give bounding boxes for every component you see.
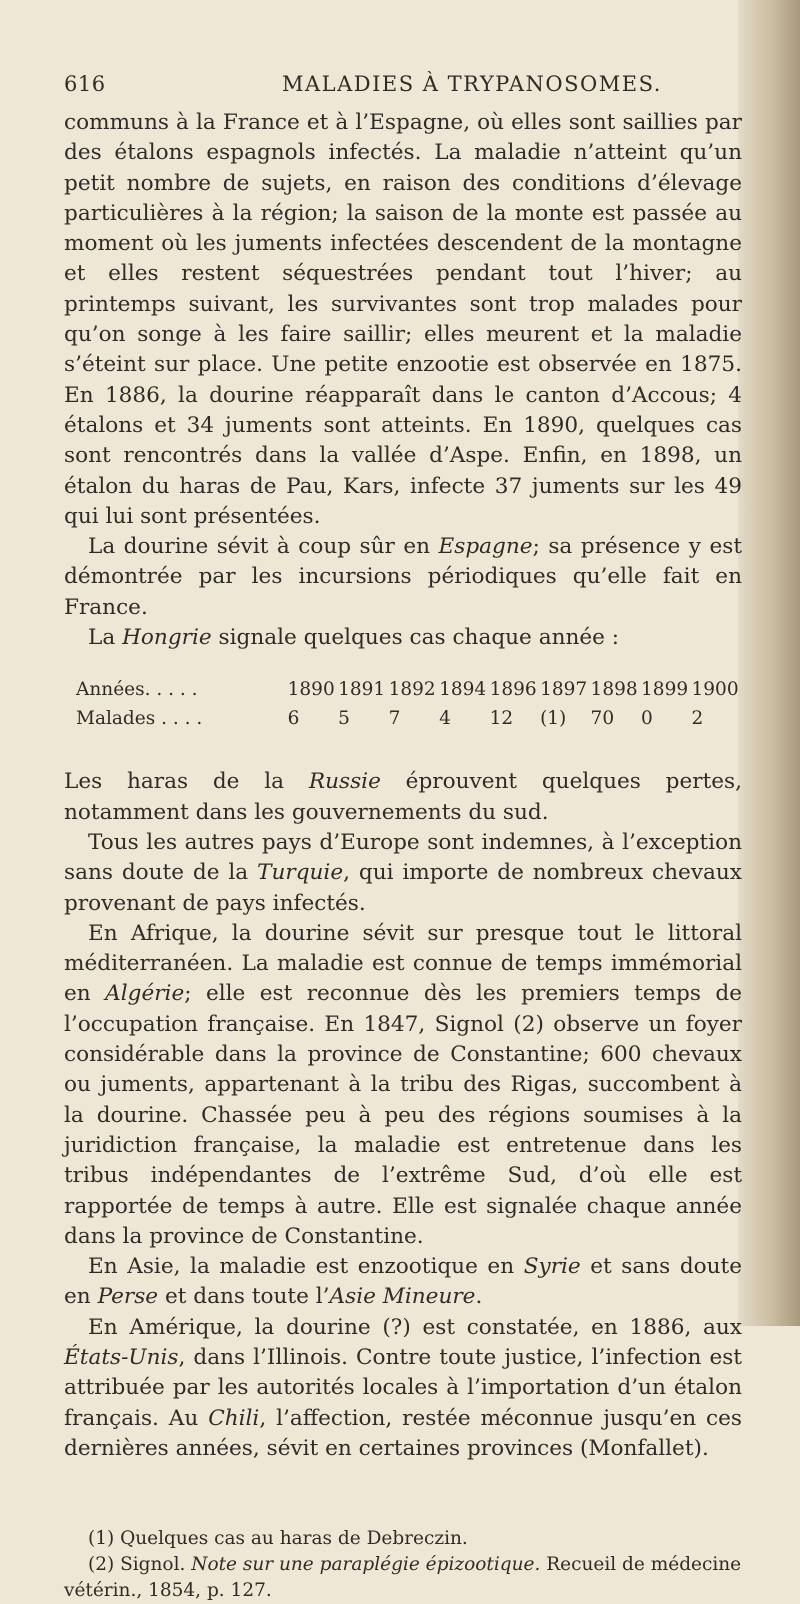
year-cell: 1897 <box>540 679 588 701</box>
years-row <box>64 675 742 704</box>
place-name: Algérie <box>105 981 185 1007</box>
running-title: MALADIES À TRYPANOSOMES. <box>282 72 662 96</box>
paragraph-hongrie <box>64 623 742 653</box>
cases-cell: (1) <box>540 708 567 730</box>
page-number: 616 <box>64 72 106 96</box>
paragraph-amerique <box>64 1313 742 1464</box>
paragraph-asie <box>64 1252 742 1313</box>
place-name: Perse <box>97 1284 159 1310</box>
paragraph-afrique <box>64 919 742 1252</box>
cases-row-label: Malades . . . . <box>76 708 203 730</box>
text-run: En Amérique, la dourine (?) est constatée, en 1886, aux <box>88 1314 742 1340</box>
year-cell: 1898 <box>590 679 638 701</box>
cases-cell: 6 <box>287 708 300 730</box>
place-name: Chili <box>208 1405 260 1431</box>
place-name: Russie <box>308 769 381 795</box>
text-run: En Asie, la maladie est enzootique en <box>88 1254 524 1280</box>
body-text-continued <box>52 767 742 1464</box>
text-run: Les haras de la <box>64 769 309 795</box>
text-run: signale quelques cas chaque année : <box>211 625 620 651</box>
cases-cell: 0 <box>641 708 653 730</box>
page-edge-shadow <box>738 0 800 1326</box>
paragraph-turquie <box>64 828 742 919</box>
text-run: , dans l’Illinois. Contre toute justice, l’infection est attribuée par les autorités locales à l’importation d’un étalon français. Au <box>64 1344 742 1431</box>
cases-row <box>64 704 742 733</box>
year-cell: 1890 <box>287 679 335 701</box>
cases-cell: 2 <box>691 708 704 730</box>
cases-cell: 5 <box>338 708 350 730</box>
paragraph-russie <box>64 767 742 828</box>
years-row-label: Années. . . . . <box>76 679 198 701</box>
footnotes <box>52 1526 742 1604</box>
cases-cell: 4 <box>439 708 451 730</box>
text-run: et sans doute en <box>64 1254 743 1310</box>
year-cell: 1896 <box>489 679 537 701</box>
text-run: éprouvent quelques pertes, notamment dans les gouvernements du sud. <box>64 769 742 825</box>
year-cell: 1900 <box>691 679 739 701</box>
text-run: . <box>475 1284 483 1310</box>
year-cell: 1892 <box>388 679 436 701</box>
text-run: La dourine sévit à coup sûr en <box>88 534 439 560</box>
text-run: Tous les autres pays d’Europe sont indemnes, à l’exception sans doute de la <box>64 829 742 886</box>
body-text <box>52 108 742 653</box>
text-run: En Afrique, la dourine sévit sur presque tout le littoral méditerranéen. La maladie est connue de temps immémorial en <box>64 920 742 1007</box>
text-run: ; sa présence y est démontrée par les incursions périodiques qu’elle fait en France. <box>64 534 742 620</box>
footnote-2 <box>64 1552 742 1604</box>
paragraph-espagne <box>64 532 742 623</box>
footnote-1: (1) Quelques cas au haras de Debreczin. <box>88 1528 468 1550</box>
text-run: (2) Signol. <box>88 1554 192 1576</box>
text-run: , l’affection, restée méconnue jusqu’en ces dernières années, sévit en certaines provinces (Monfallet). <box>64 1405 742 1461</box>
place-name: Asie Mineure <box>329 1284 476 1310</box>
text-run: Recueil de médecine vétérin., 1854, p. 127. <box>64 1554 742 1602</box>
place-name: Turquie <box>257 860 344 886</box>
cases-cell: 70 <box>590 708 615 730</box>
book-page <box>52 68 742 1604</box>
place-name: Espagne <box>438 534 533 560</box>
hongrie-statistics-table <box>64 675 742 733</box>
cases-cell: 12 <box>489 708 514 730</box>
text-run: , qui importe de nombreux chevaux provenant de pays infectés. <box>64 860 742 916</box>
place-name: Syrie <box>523 1254 581 1280</box>
cases-cell: 7 <box>388 708 401 730</box>
work-title: Note sur une paraplégie épizootique. <box>191 1554 541 1576</box>
place-name: Hongrie <box>122 625 212 651</box>
year-cell: 1894 <box>439 679 487 701</box>
running-header <box>52 68 742 102</box>
text-run: ; elle est reconnue dès les premiers temps de l’occupation française. En 1847, Signol (2) observe un foyer considérable dans la province de Constantine; 600 chevaux ou juments, appartenant à la tribu des Rigas, succombent à la dourine. Chassée peu à peu des régions soumises à la juridiction française, la maladie est entretenue dans les tribus indépendantes de l’extrême Sud, d’où elle est rapportée de temps à autre. Elle est signalée chaque année dans la province de Constantine. <box>64 981 742 1249</box>
text-run: et dans toute l’ <box>158 1284 330 1310</box>
year-cell: 1891 <box>338 679 386 701</box>
text-run: La <box>88 625 123 651</box>
year-cell: 1899 <box>641 679 689 701</box>
place-name: États-Unis <box>64 1344 179 1370</box>
paragraph-continuation: communs à la France et à l’Espagne, où elles sont saillies par des étalons espagnols infectés. La maladie n’atteint qu’un petit nombre de sujets, en raison des conditions d’élevage particulières à la région; la saison de la monte est passée au moment où les juments infectées descendent de la montagne et elles restent séquestrées pendant tout l’hiver; au printemps suivant, les survivantes sont trop malades pour qu’on songe à les faire saillir; elles meurent et la maladie s’éteint sur place. Une petite enzootie est observée en 1875. En 1886, la dourine réapparaît dans le canton d’Accous; 4 étalons et 34 juments sont atteints. En 1890, quelques cas sont rencontrés dans la vallée d’Aspe. Enfin, en 1898, un étalon du haras de Pau, Kars, infecte 37 juments sur les 49 qui lui sont présentées. <box>64 110 742 529</box>
